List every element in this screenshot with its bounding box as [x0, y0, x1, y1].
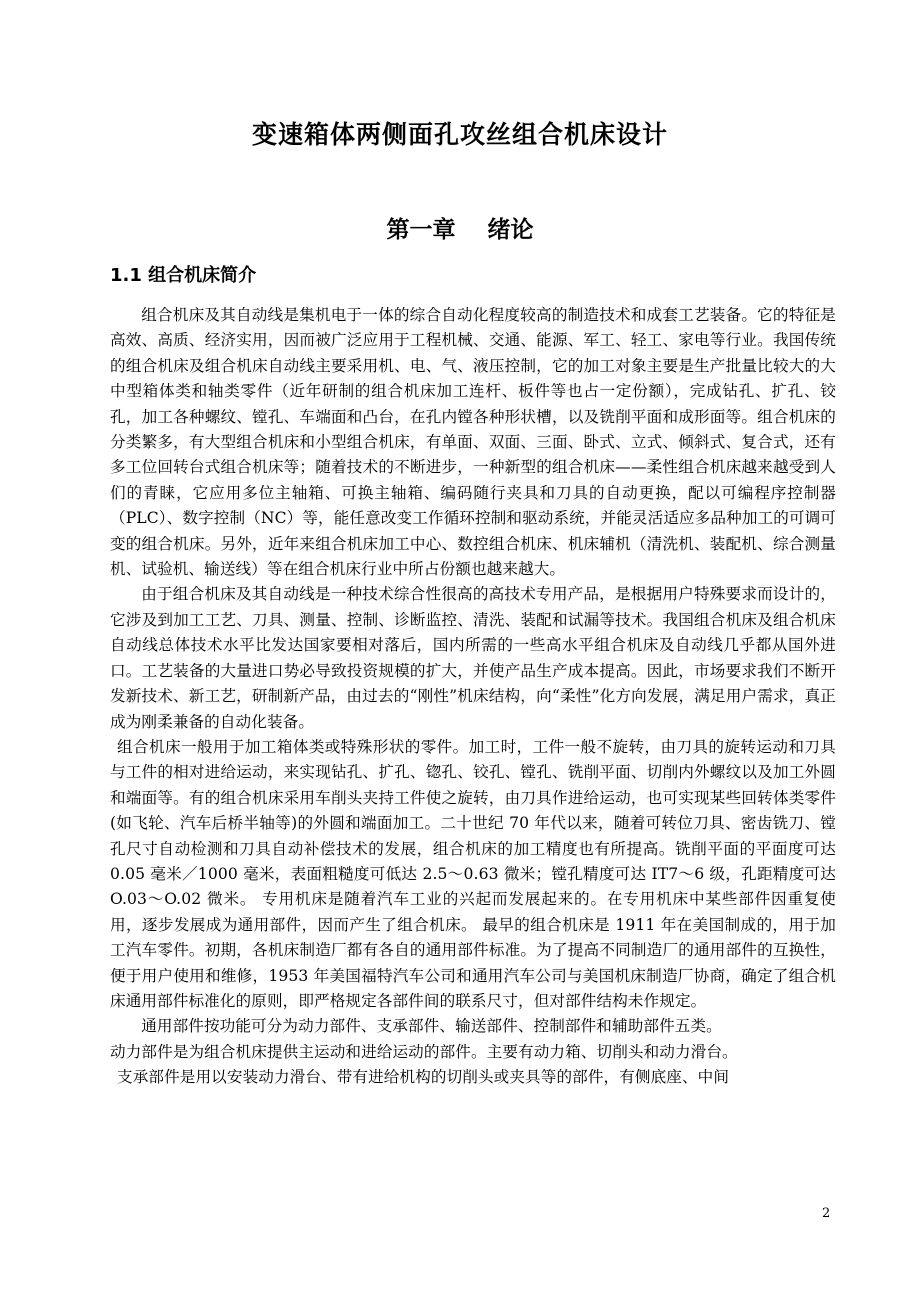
body-text [110, 303, 836, 1091]
document-title: 变速箱体两侧面孔攻丝组合机床设计 [251, 120, 668, 149]
paragraph: 通用部件按功能可分为动力部件、支承部件、输送部件、控制部件和辅助部件五类。 [141, 1017, 722, 1036]
paragraph: 支承部件是用以安装动力滑台、带有进给机构的切削头或夹具等的部件，有侧底座、中间 [117, 1068, 730, 1087]
paragraph: 组合机床及其自动线是集机电于一体的综合自动化程度较高的制造技术和成套工艺装备。它的特征是高效、高质、经济实用，因而被广泛应用于工程机械、交通、能源、军工、轻工、家电等行业。我国传统的组合机床及组合机床自动线主要采用机、电、气、液压控制，它的加工对象主要是生产批量比较大的大中型箱体类和轴类零件（近年研制的组合机床加工连杆、板件等也占一定份额），完成钻孔、扩孔、铰孔，加工各种螺纹、镗孔、车端面和凸台，在孔内镗各种形状槽，以及铣削平面和成形面等。组合机床的分类繁多，有大型组合机床和小型组合机床，有单面、双面、三面、卧式、立式、倾斜式、复合式，还有多工位回转台式组合机床等；随着技术的不断进步，一种新型的组合机床——柔性组合机床越来越受到人们的青睐，它应用多位主轴箱、可换主轴箱、编码随行夹具和刀具的自动更换，配以可编程序控制器（PLC）、数字控制（NC）等，能任意改变工作循环控制和驱动系统，并能灵活适应多品种加工的可调可变的组合机床。另外，近年来组合机床加工中心、数控组合机床、机床辅机（清洗机、装配机、综合测量机、试验机、输送线）等在组合机床行业中所占份额也越来越大。 [110, 306, 836, 579]
section-heading: 1.1 组合机床简介 [110, 265, 257, 286]
page-number: 2 [822, 1206, 831, 1221]
paragraph: 由于组合机床及其自动线是一种技术综合性很高的高技术专用产品，是根据用户特殊要求而设计的，它涉及到加工工艺、刀具、测量、控制、诊断监控、清洗、装配和试漏等技术。我国组合机床及组合机床自动线总体技术水平比发达国家要相对落后，国内所需的一些高水平组合机床及自动线几乎都从国外进口。工艺装备的大量进口势必导致投资规模的扩大，并使产品生产成本提高。因此，市场要求我们不断开发新技术、新工艺，研制新产品，由过去的“刚性”机床结构，向“柔性”化方向发展，满足用户需求，真正成为刚柔兼备的自动化装备。 [110, 585, 836, 731]
paragraph: 组合机床一般用于加工箱体类或特殊形状的零件。加工时，工件一般不旋转，由刀具的旋转运动和刀具与工件的相对进给运动，来实现钻孔、扩孔、锪孔、铰孔、镗孔、铣削平面、切削内外螺纹以及加工外圆和端面等。有的组合机床采用车削头夹持工件使之旋转，由刀具作进给运动，也可实现某些回转体类零件(如飞轮、汽车后桥半轴等)的外圆和端面加工。二十世纪 70 年代以来，随着可转位刀具、密齿铣刀、镗孔尺寸自动检测和刀具自动补偿技术的发展，组合机床的加工精度也有所提高。铣削平面的平面度可达 0.05 毫米／1000 毫米，表面粗糙度可低达 2.5～0.63 微米；镗孔精度可达 IT7～6 级，孔距精度可达 O.03～O.02 微米。 专用机床是随着汽车工业的兴起而发展起来的。在专用机床中某些部件因重复使用，逐步发展成为通用部件，因而产生了组合机床。 最早的组合机床是 1911 年在美国制成的，用于加工汽车零件。初期，各机床制造厂都有各自的通用部件标准。为了提高不同制造厂的通用部件的互换性，便于用户使用和维修，1953 年美国福特汽车公司和通用汽车公司与美国机床制造厂协商，确定了组合机床通用部件标准化的原则，即严格规定各部件间的联系尺寸，但对部件结构未作规定。 [110, 737, 836, 1010]
paragraph: 动力部件是为组合机床提供主运动和进给运动的部件。主要有动力箱、切削头和动力滑台。 [110, 1042, 738, 1061]
chapter-heading: 第一章 绪论 [386, 217, 534, 243]
